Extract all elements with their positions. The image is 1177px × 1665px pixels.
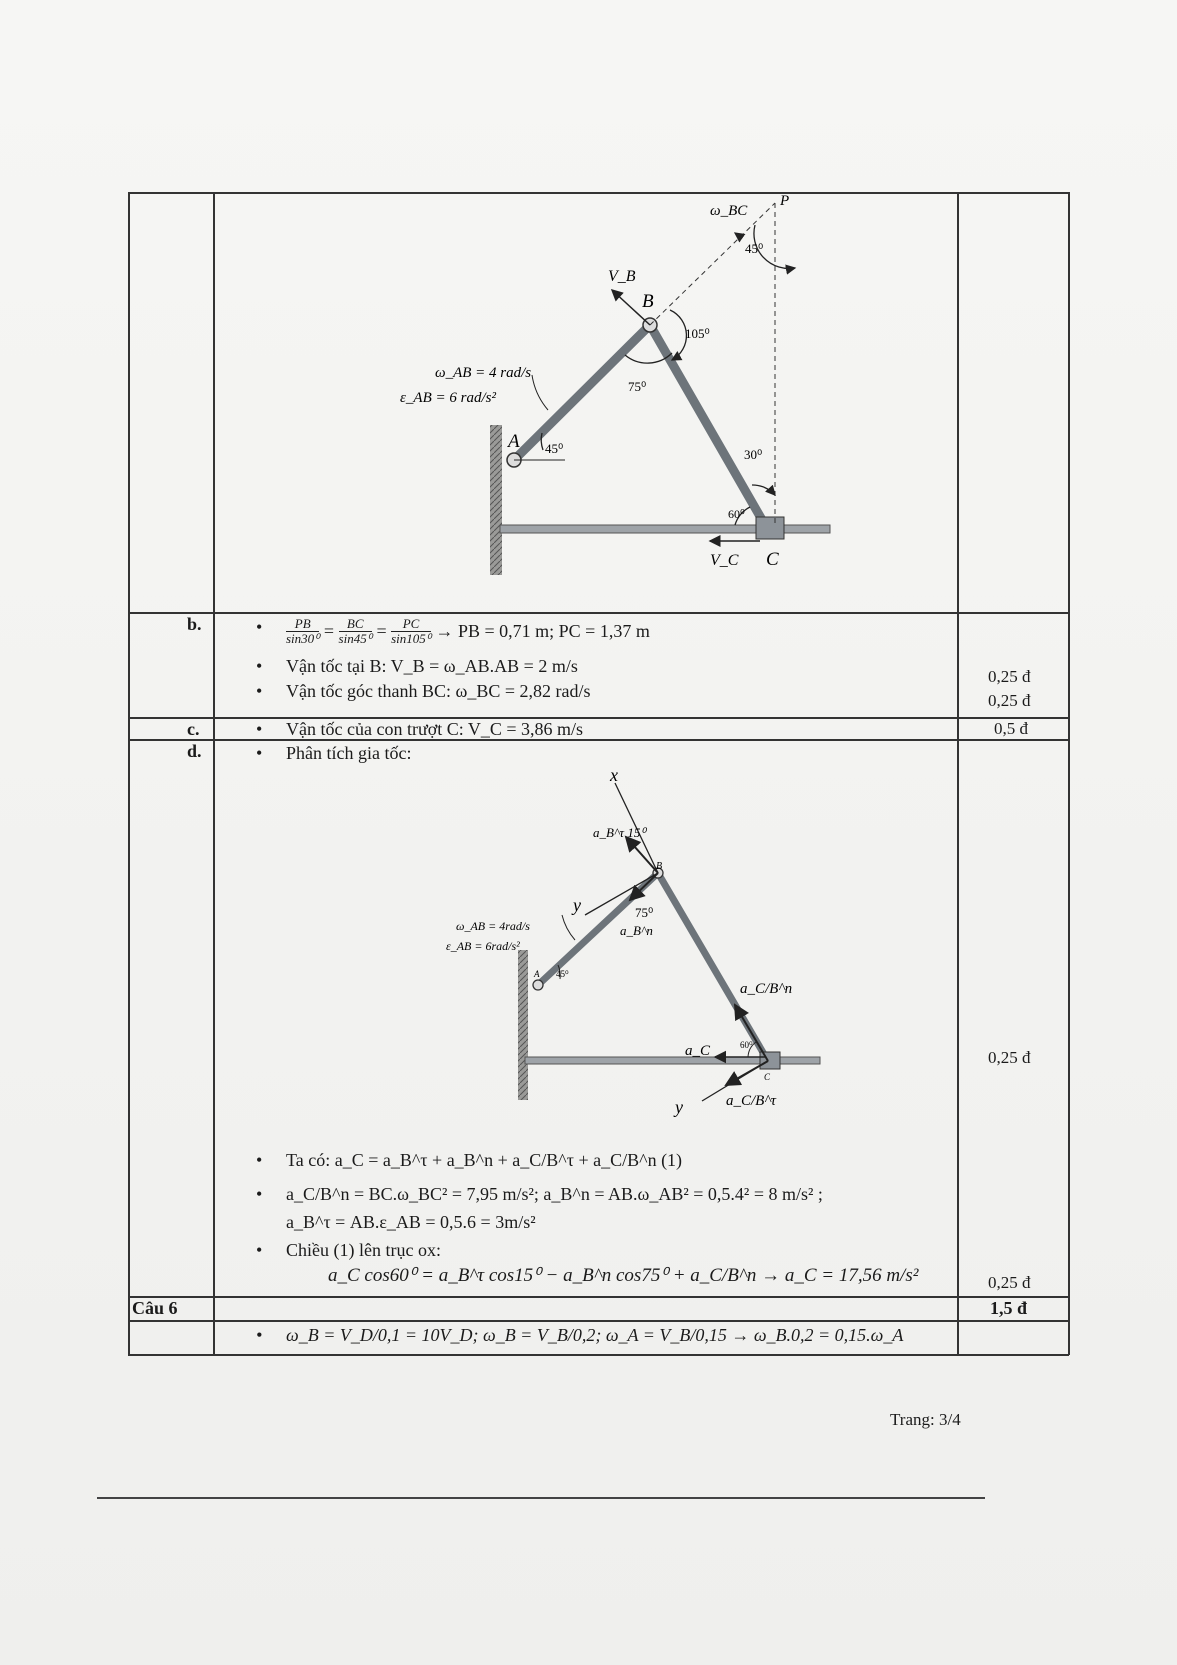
angle-105-arc — [670, 310, 686, 360]
acceleration-diagram — [430, 765, 850, 1135]
row-label-c: c. — [187, 719, 200, 739]
points-cau6: 1,5 đ — [990, 1298, 1028, 1318]
b-line2: • Vận tốc tại B: V_B = ω_AB.AB = 2 m/s — [286, 656, 578, 677]
angle-30-arc — [752, 485, 775, 495]
fraction-pb: • PB sin30⁰ — [286, 616, 320, 646]
label-75: 75⁰ — [628, 379, 647, 394]
row-divider-b — [128, 612, 1069, 614]
b-line3: • Vận tốc góc thanh BC: ω_BC = 2,82 rad/s — [286, 681, 590, 702]
b-line1-result: → PB = 0,71 m; PC = 1,37 m — [435, 621, 650, 641]
row-divider-cau6 — [128, 1296, 1069, 1298]
table-bottom-border — [128, 1354, 1069, 1356]
label-a-2: A — [534, 969, 540, 979]
omega-ab-arc — [532, 375, 548, 410]
table-col-divider-2 — [957, 192, 959, 1355]
label-c: C — [766, 549, 779, 570]
label-45-a: 45⁰ — [545, 441, 564, 456]
label-45-top: 45⁰ — [745, 241, 764, 256]
table-left-border — [128, 192, 130, 1355]
points-c: 0,5 đ — [994, 719, 1028, 738]
table-col-divider-1 — [213, 192, 215, 1355]
abt-arrow — [626, 837, 658, 873]
label-c-2: C — [764, 1072, 771, 1082]
acbn-arrow — [735, 1005, 768, 1061]
label-y2: y — [675, 1097, 683, 1117]
points-b1: 0,25 đ — [988, 667, 1031, 686]
fraction-pc: PC sin105⁰ — [391, 616, 431, 646]
label-x: x — [610, 765, 618, 785]
label-eps-ab: ε_AB = 6 rad/s² — [400, 390, 496, 406]
points-d1: 0,25 đ — [988, 1048, 1031, 1067]
pin-a-2 — [533, 980, 543, 990]
label-omega-ab: ω_AB = 4 rad/s — [435, 365, 532, 381]
b-line1: • PB sin30⁰ = BC sin45⁰ = PC sin105⁰ → PB = 0,71 m; PC = 1,37 m — [286, 617, 650, 646]
label-60: 60⁰ — [728, 507, 745, 521]
label-acbn: a_C/B^n — [740, 981, 793, 997]
row-divider-d — [128, 739, 1069, 741]
label-75-2: 75⁰ — [635, 905, 654, 920]
row-divider-c — [128, 717, 1069, 719]
row-divider-cau6b — [128, 1320, 1069, 1322]
label-abn: a_B^n — [620, 923, 653, 938]
label-b: B — [642, 291, 654, 312]
dashed-line-bp — [650, 203, 775, 325]
d-eq1: • Ta có: a_C = a_B^τ + a_B^n + a_C/B^τ + a_C/B^n (1) — [286, 1150, 682, 1171]
label-b-2: B — [656, 861, 663, 872]
c-line: • Vận tốc của con trượt C: V_C = 3,86 m/s — [286, 719, 583, 740]
row-label-b: b. — [187, 614, 202, 634]
row-label-cau6: Câu 6 — [132, 1298, 178, 1318]
label-abt: a_B^τ 15⁰ — [593, 825, 646, 840]
fixed-wall-2 — [518, 950, 528, 1100]
d-eq2: • a_C/B^n = BC.ω_BC² = 7,95 m/s²; a_B^n = AB.ω_AB² = 0,5.4² = 8 m/s² ; — [286, 1184, 823, 1205]
points-b2: 0,25 đ — [988, 691, 1031, 710]
fixed-wall — [490, 425, 502, 575]
d-eq4: • Chiều (1) lên trục ox: — [286, 1240, 441, 1261]
label-p: P — [780, 195, 790, 209]
label-45-2: 45⁰ — [556, 969, 569, 979]
omega-bc-arrow — [735, 233, 742, 237]
label-eps-ab-2: ε_AB = 6rad/s² — [446, 939, 520, 953]
acbt-arrow — [726, 1061, 768, 1085]
label-omega-bc: ω_BC — [710, 203, 748, 219]
cau6-eq: • ω_B = V_D/0,1 = 10V_D; ω_B = V_B/0,2; ω_A = V_B/0,15 → ω_B.0,2 = 0,15.ω_A — [286, 1325, 903, 1346]
d-eq3: a_B^τ = AB.ε_AB = 0,5.6 = 3m/s² — [286, 1212, 536, 1232]
footer-rule — [97, 1497, 985, 1499]
slider-c-2 — [760, 1052, 780, 1069]
page-number: Trang: 3/4 — [890, 1410, 961, 1429]
d-eq5: a_C cos60⁰ = a_B^τ cos15⁰ − a_B^n cos75⁰ + a_C/B^n → a_C = 17,56 m/s² — [328, 1265, 919, 1286]
label-vc: V_C — [710, 552, 739, 569]
label-105: 105⁰ — [685, 326, 710, 341]
label-60-2: 60⁰ — [740, 1040, 753, 1050]
label-30: 30⁰ — [744, 447, 763, 462]
label-vb: V_B — [608, 268, 636, 285]
d-heading: • Phân tích gia tốc: — [286, 743, 411, 764]
table-right-border — [1068, 192, 1070, 1355]
velocity-diagram — [380, 195, 860, 575]
points-d2: 0,25 đ — [988, 1273, 1031, 1292]
omega-ab-arc-2 — [562, 915, 575, 940]
label-ac: a_C — [685, 1043, 711, 1059]
bar-bc — [650, 325, 765, 525]
label-y1: y — [573, 895, 581, 915]
slider-c — [756, 517, 784, 539]
label-a: A — [508, 431, 520, 452]
label-acbt: a_C/B^τ — [726, 1093, 777, 1109]
fraction-bc: BC sin45⁰ — [338, 616, 372, 646]
label-omega-ab-2: ω_AB = 4rad/s — [456, 919, 530, 933]
table-top-border — [128, 192, 1069, 194]
row-label-d: d. — [187, 741, 202, 761]
